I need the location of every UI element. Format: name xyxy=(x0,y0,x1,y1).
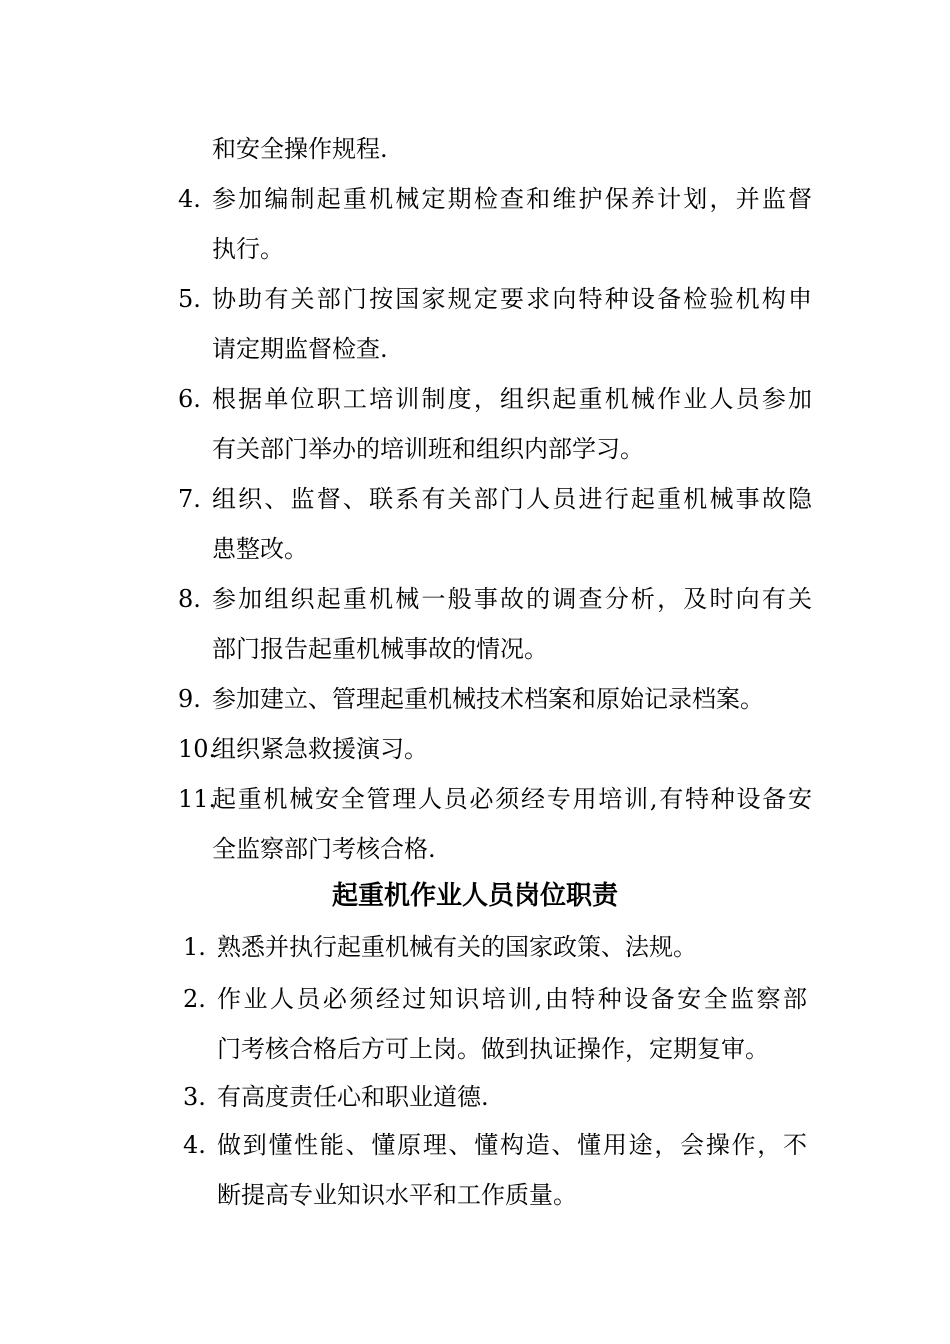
item-text: 协助有关部门按国家规定要求向特种设备检验机构申 xyxy=(212,285,812,313)
item-text: 参加编制起重机械定期检查和维护保养计划，并监督 xyxy=(212,185,812,213)
item-text: 门考核合格后方可上岗。做到执证操作，定期复审。 xyxy=(217,1035,769,1063)
item-text: 断提高专业知识水平和工作质量。 xyxy=(217,1181,577,1209)
section-title: 起重机作业人员岗位职责 xyxy=(331,881,618,911)
item-number: 4. xyxy=(183,1131,206,1159)
item-number: 9. xyxy=(178,685,201,713)
item-text: 组织紧急救援演习。 xyxy=(212,735,428,763)
item-text: 起重机械安全管理人员必须经专用培训,有特种设备安 xyxy=(212,785,812,813)
continuation-text: 和安全操作规程. xyxy=(212,135,388,163)
item-number: 11. xyxy=(178,785,217,813)
item-text: 执行。 xyxy=(212,235,284,263)
item-text: 有高度责任心和职业道德. xyxy=(217,1083,489,1111)
item-text: 全监察部门考核合格. xyxy=(212,835,436,863)
item-text: 作业人员必须经过知识培训,由特种设备安全监察部 xyxy=(217,985,807,1013)
item-text: 熟悉并执行起重机械有关的国家政策、法规。 xyxy=(217,933,697,961)
item-number: 4. xyxy=(178,185,201,213)
item-number: 3. xyxy=(183,1083,206,1111)
item-number: 7. xyxy=(178,485,201,513)
item-text: 做到懂性能、懂原理、懂构造、懂用途，会操作，不 xyxy=(217,1131,807,1159)
item-text: 患整改。 xyxy=(212,535,308,563)
item-text: 有关部门举办的培训班和组织内部学习。 xyxy=(212,435,644,463)
item-text: 根据单位职工培训制度，组织起重机械作业人员参加 xyxy=(212,385,812,413)
item-number: 2. xyxy=(183,985,206,1013)
item-text: 参加组织起重机械一般事故的调查分析，及时向有关 xyxy=(212,585,812,613)
item-number: 10. xyxy=(178,735,217,763)
item-number: 5. xyxy=(178,285,201,313)
item-text: 组织、监督、联系有关部门人员进行起重机械事故隐 xyxy=(212,485,812,513)
item-text: 参加建立、管理起重机械技术档案和原始记录档案。 xyxy=(212,685,764,713)
item-number: 1. xyxy=(183,933,206,961)
item-text: 部门报告起重机械事故的情况。 xyxy=(212,635,548,663)
item-text: 请定期监督检查. xyxy=(212,335,388,363)
item-number: 8. xyxy=(178,585,201,613)
item-number: 6. xyxy=(178,385,201,413)
